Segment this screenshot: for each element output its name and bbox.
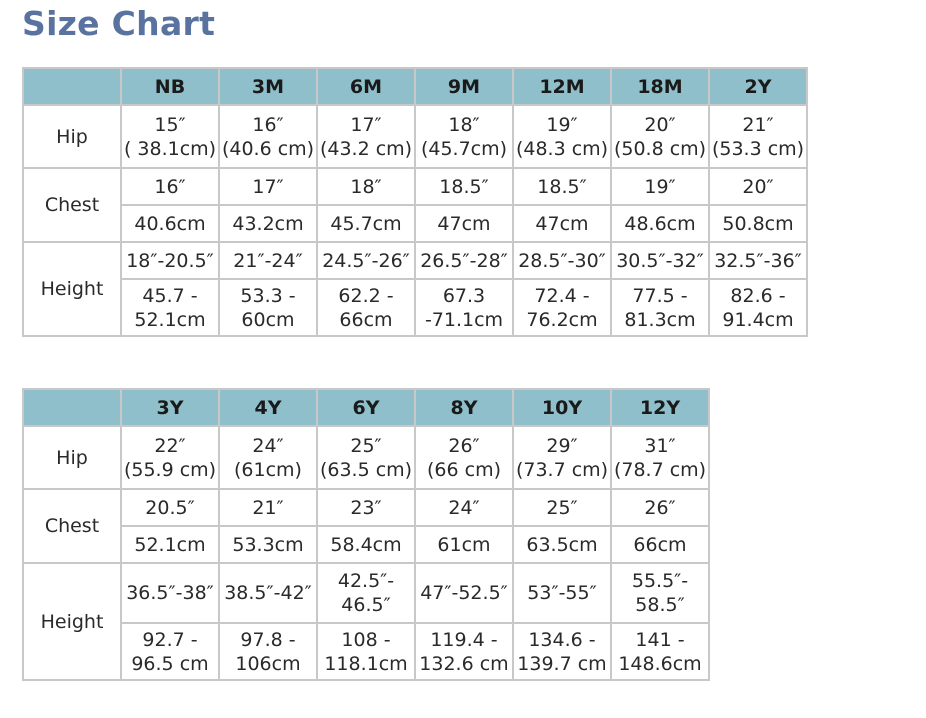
hip-cm: (40.6 cm) xyxy=(221,137,315,160)
chest-inches: 26″ xyxy=(611,489,709,526)
hip-cell xyxy=(317,105,415,168)
hip-inches: 18″ xyxy=(448,113,480,136)
hip-cell xyxy=(709,105,807,168)
chest-cm: 63.5cm xyxy=(513,526,611,563)
chest-cm: 43.2cm xyxy=(219,205,317,242)
row-label-hip: Hip xyxy=(23,105,121,168)
chest-inches: 20″ xyxy=(709,168,807,205)
hip-cm: (43.2 cm) xyxy=(319,137,413,160)
height-inches: 28.5″-30″ xyxy=(513,242,611,279)
row-label-hip: Hip xyxy=(23,426,121,489)
header-row xyxy=(23,68,807,105)
header-row xyxy=(23,389,709,426)
hip-inches: 19″ xyxy=(546,113,578,136)
chest-cm: 47cm xyxy=(415,205,513,242)
height-row-inches xyxy=(23,563,709,623)
height-inches: 21″-24″ xyxy=(219,242,317,279)
height-cm: 53.3 - 60cm xyxy=(219,279,317,336)
chest-inches: 18.5″ xyxy=(415,168,513,205)
page-title: Size Chart xyxy=(22,4,216,43)
hip-cm: (78.7 cm) xyxy=(613,458,707,481)
chest-inches: 25″ xyxy=(513,489,611,526)
hip-cm: ( 38.1cm) xyxy=(123,137,217,160)
height-cm: 119.4 - 132.6 cm xyxy=(415,623,513,680)
chest-cm: 52.1cm xyxy=(121,526,219,563)
chest-inches: 16″ xyxy=(121,168,219,205)
hip-inches: 17″ xyxy=(350,113,382,136)
height-inches: 18″-20.5″ xyxy=(121,242,219,279)
hip-inches: 24″ xyxy=(252,434,284,457)
hip-inches: 20″ xyxy=(644,113,676,136)
hip-inches: 31″ xyxy=(644,434,676,457)
chest-cm: 53.3cm xyxy=(219,526,317,563)
chest-inches: 21″ xyxy=(219,489,317,526)
height-cm: 45.7 - 52.1cm xyxy=(121,279,219,336)
hip-cm: (53.3 cm) xyxy=(711,137,805,160)
hip-cell xyxy=(219,426,317,489)
height-inches: 47″-52.5″ xyxy=(415,563,513,623)
chest-cm: 47cm xyxy=(513,205,611,242)
hip-inches: 16″ xyxy=(252,113,284,136)
hip-inches: 21″ xyxy=(742,113,774,136)
size-header: 12M xyxy=(513,68,611,105)
height-inches: 53″-55″ xyxy=(513,563,611,623)
height-inches: 24.5″-26″ xyxy=(317,242,415,279)
height-cm: 97.8 - 106cm xyxy=(219,623,317,680)
hip-cell xyxy=(219,105,317,168)
height-cm: 67.3 -71.1cm xyxy=(415,279,513,336)
height-row-cm xyxy=(23,279,807,336)
size-header: 8Y xyxy=(415,389,513,426)
chest-cm: 66cm xyxy=(611,526,709,563)
chest-row-cm xyxy=(23,526,709,563)
hip-inches: 22″ xyxy=(154,434,186,457)
height-cm: 134.6 - 139.7 cm xyxy=(513,623,611,680)
header-corner xyxy=(23,68,121,105)
hip-cm: (45.7cm) xyxy=(420,137,508,160)
hip-cell xyxy=(317,426,415,489)
hip-row xyxy=(23,105,807,168)
hip-cell xyxy=(121,426,219,489)
hip-cm: (66 cm) xyxy=(427,458,501,481)
hip-inches: 25″ xyxy=(350,434,382,457)
size-header: 6Y xyxy=(317,389,415,426)
row-label-height: Height xyxy=(23,242,121,336)
height-inches: 26.5″-28″ xyxy=(415,242,513,279)
height-inches: 36.5″-38″ xyxy=(121,563,219,623)
hip-cell xyxy=(121,105,219,168)
height-inches: 30.5″-32″ xyxy=(611,242,709,279)
hip-inches: 26″ xyxy=(448,434,480,457)
height-inches: 32.5″-36″ xyxy=(709,242,807,279)
chest-cm: 61cm xyxy=(415,526,513,563)
height-cm: 77.5 - 81.3cm xyxy=(611,279,709,336)
chest-row-cm xyxy=(23,205,807,242)
height-row-cm xyxy=(23,623,709,680)
hip-row xyxy=(23,426,709,489)
size-header: NB xyxy=(121,68,219,105)
height-cm: 141 - 148.6cm xyxy=(611,623,709,680)
height-inches: 42.5″- 46.5″ xyxy=(317,563,415,623)
hip-inches: 15″ xyxy=(154,113,186,136)
hip-cell xyxy=(611,426,709,489)
hip-cm: (61cm) xyxy=(234,458,302,481)
row-label-chest: Chest xyxy=(23,168,121,242)
chest-inches: 18″ xyxy=(317,168,415,205)
size-chart-table-kids xyxy=(22,388,710,681)
hip-cm: (63.5 cm) xyxy=(319,458,413,481)
size-header: 9M xyxy=(415,68,513,105)
chest-inches: 23″ xyxy=(317,489,415,526)
hip-cell xyxy=(513,426,611,489)
chest-inches: 17″ xyxy=(219,168,317,205)
chest-inches: 18.5″ xyxy=(513,168,611,205)
height-cm: 92.7 - 96.5 cm xyxy=(121,623,219,680)
size-chart-table-infant xyxy=(22,67,808,337)
chest-inches: 24″ xyxy=(415,489,513,526)
height-cm: 82.6 - 91.4cm xyxy=(709,279,807,336)
height-row-inches xyxy=(23,242,807,279)
size-header: 10Y xyxy=(513,389,611,426)
size-header: 12Y xyxy=(611,389,709,426)
hip-cell xyxy=(415,426,513,489)
size-header: 3Y xyxy=(121,389,219,426)
size-header: 18M xyxy=(611,68,709,105)
size-header: 4Y xyxy=(219,389,317,426)
hip-cell xyxy=(513,105,611,168)
chest-cm: 45.7cm xyxy=(317,205,415,242)
hip-inches: 29″ xyxy=(546,434,578,457)
chest-cm: 58.4cm xyxy=(317,526,415,563)
hip-cm: (48.3 cm) xyxy=(515,137,609,160)
size-header: 3M xyxy=(219,68,317,105)
hip-cell xyxy=(611,105,709,168)
height-cm: 62.2 - 66cm xyxy=(317,279,415,336)
height-cm: 108 - 118.1cm xyxy=(317,623,415,680)
hip-cm: (73.7 cm) xyxy=(515,458,609,481)
chest-cm: 48.6cm xyxy=(611,205,709,242)
header-corner xyxy=(23,389,121,426)
size-header: 2Y xyxy=(709,68,807,105)
chest-row-inches xyxy=(23,168,807,205)
hip-cell xyxy=(415,105,513,168)
height-inches: 55.5″- 58.5″ xyxy=(611,563,709,623)
hip-cm: (55.9 cm) xyxy=(123,458,217,481)
chest-cm: 40.6cm xyxy=(121,205,219,242)
height-cm: 72.4 - 76.2cm xyxy=(513,279,611,336)
size-header: 6M xyxy=(317,68,415,105)
chest-cm: 50.8cm xyxy=(709,205,807,242)
row-label-height: Height xyxy=(23,563,121,680)
chest-inches: 20.5″ xyxy=(121,489,219,526)
chest-row-inches xyxy=(23,489,709,526)
row-label-chest: Chest xyxy=(23,489,121,563)
chest-inches: 19″ xyxy=(611,168,709,205)
height-inches: 38.5″-42″ xyxy=(219,563,317,623)
hip-cm: (50.8 cm) xyxy=(613,137,707,160)
